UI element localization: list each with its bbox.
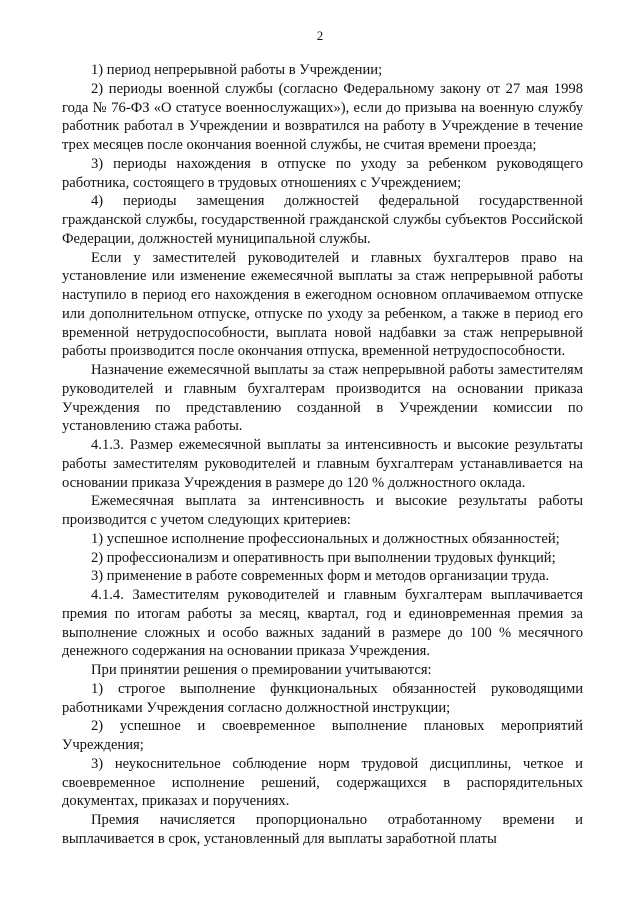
paragraph: 2) успешное и своевременное выполнение плановых мероприятий Учреждения; [62,718,583,753]
paragraph: Если у заместителей руководителей и главных бухгалтеров право на установление или изменение ежемесячной выплаты за стаж непрерывной работы наступило в период его нахождения в ежегодном основном оплачиваемом отпуске или дополнительном отпуске, отпуске по уходу за ребенком, а также в период его временной нетрудоспособности, выплата новой надбавки за стаж непрерывной работы производится после окончания отпуска, временной нетрудоспособности. [62,249,583,360]
paragraph: 4) периоды замещения должностей федеральной государственной гражданской службы, государственной гражданской службы субъектов Российской Федерации, должностей муниципальной службы. [62,193,583,247]
paragraph: При принятии решения о премировании учитываются: [91,662,432,678]
paragraph: 3) неукоснительное соблюдение норм трудовой дисциплины, четкое и своевременное исполнение решений, содержащихся в распорядительных документах, приказах и поручениях. [62,755,583,810]
paragraph: Назначение ежемесячной выплаты за стаж непрерывной работы заместителям руководителей и главным бухгалтерам производится на основании приказа Учреждения по представлению созданной в Учреждении комиссии по установлению стажа работы. [62,362,583,435]
paragraph: 1) успешное исполнение профессиональных и должностных обязанностей; [91,530,560,547]
paragraph: 3) периоды нахождения в отпуске по уходу за ребенком руководящего работника, состоящего в трудовых отношениях с Учреждением; [62,155,583,191]
paragraph: 2) периоды военной службы (согласно Федеральному закону от 27 мая 1998 года № 76-ФЗ «О статусе военнослужащих»), если до призыва на военную службу работник работал в Учреждении и возвратился на работу в Учреждение в течение трех месяцев после окончания военной службы, не считая времени проезда; [62,80,583,153]
paragraph: 1) строгое выполнение функциональных обязанностей руководящими работниками Учреждения согласно должностной инструкции; [62,680,583,716]
paragraph: 4.1.3. Размер ежемесячной выплаты за интенсивность и высокие результаты работы заместителям руководителей и главным бухгалтерам устанавливается на основании приказа Учреждения в размере до 120 % должностного оклада. [62,437,583,491]
paragraph: 3) применение в работе современных форм и методов организации труда. [91,568,550,585]
paragraph: 2) профессионализм и оперативность при выполнении трудовых функций; [91,549,556,566]
page-number: 2 [316,28,324,43]
paragraph: Ежемесячная выплата за интенсивность и высокие результаты работы производится с учетом следующих критериев: [62,493,583,528]
paragraph: Премия начисляется пропорционально отработанному времени и выплачивается в срок, установленный для выплаты заработной платы [62,812,583,847]
document-body [62,61,583,849]
paragraph: 4.1.4. Заместителям руководителей и главным бухгалтерам выплачивается премия по итогам работы за месяц, квартал, год и единовременная премия за выполнение сложных и особо важных заданий в размере до 100 % месячного денежного содержания на основании приказа Учреждения. [62,587,583,660]
paragraph: 1) период непрерывной работы в Учреждении; [91,62,383,78]
